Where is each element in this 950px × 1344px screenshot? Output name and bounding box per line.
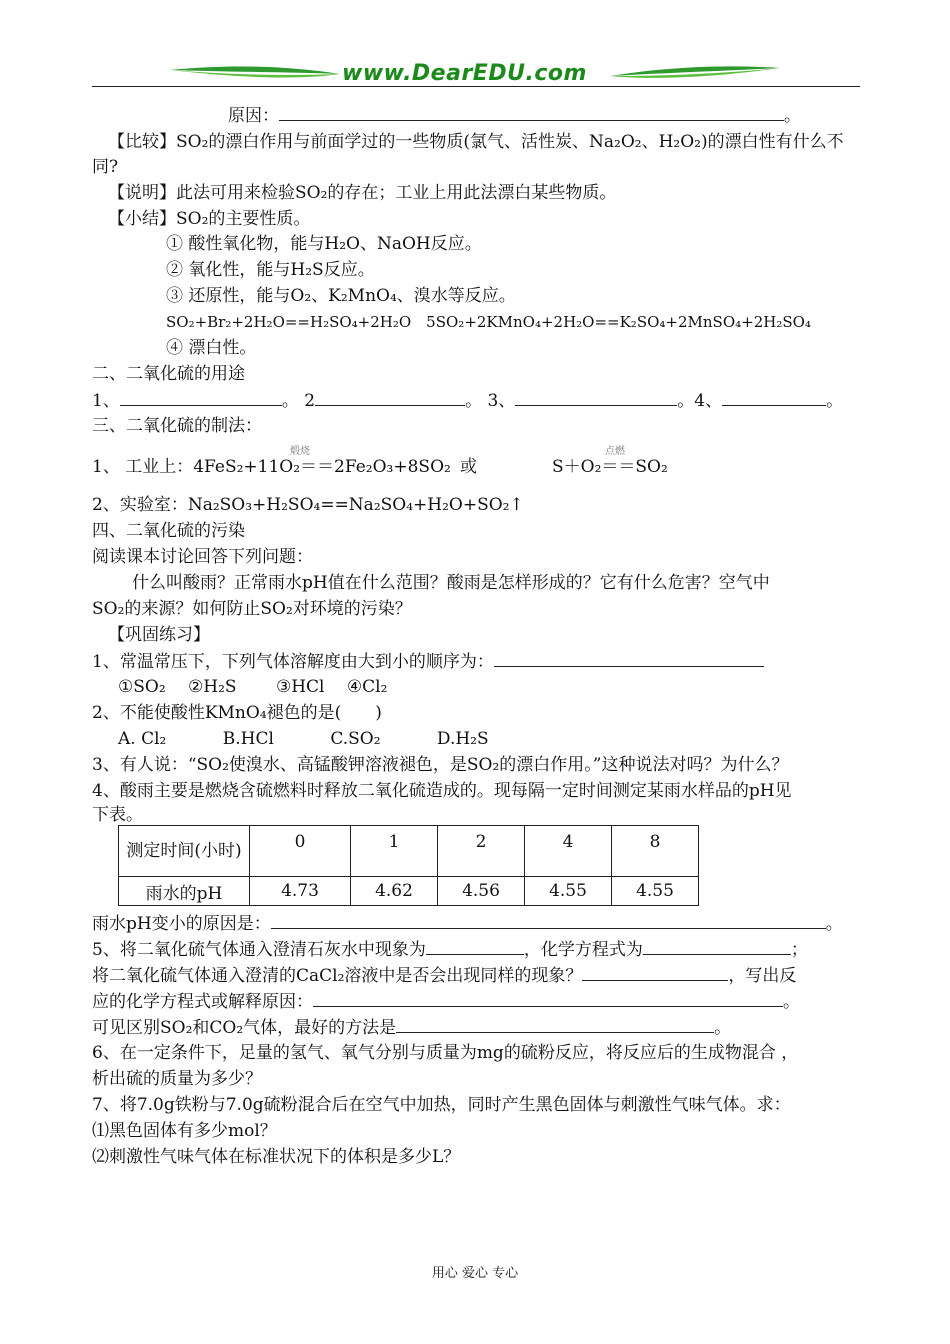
lab-equation: 2、实验室：Na₂SO₃+H₂SO₄==Na₂SO₄+H₂O+SO₂↑ xyxy=(92,495,524,515)
table-cell: 1 xyxy=(351,826,438,877)
property-4: ④ 漂白性。 xyxy=(166,338,257,358)
answer-blank xyxy=(494,650,764,667)
period: 。 xyxy=(825,914,843,934)
reason-line xyxy=(228,104,801,127)
exercise-2: 2、不能使酸性KMnO₄褪色的是( ) xyxy=(92,703,382,723)
exercise-5-a-text: 5、将二氧化硫气体通入澄清石灰水中现象为 xyxy=(92,940,426,960)
ph-reason-line xyxy=(92,912,843,935)
footer-text: 用心 爱心 专心 xyxy=(431,1266,519,1281)
table-cell: 8 xyxy=(612,826,699,877)
table-cell: 4 xyxy=(525,826,612,877)
property-2: ② 氧化性，能与H₂S反应。 xyxy=(166,260,375,280)
blank xyxy=(315,389,465,406)
period: 。 xyxy=(783,992,800,1012)
table-cell: 4.55 xyxy=(525,877,612,906)
answer-blank xyxy=(582,964,728,981)
industrial-equation: 1、 工业上：4FeS₂+11O₂＝＝2Fe₂O₃+8SO₂ xyxy=(92,457,451,477)
section-pollution: 四、二氧化硫的污染 xyxy=(92,521,245,541)
explain-line: 【说明】此法可用来检验SO₂的存在；工业上用此法漂白某些物质。 xyxy=(108,183,617,203)
exercise-5-a xyxy=(92,938,808,961)
answer-blank xyxy=(271,912,826,929)
table-cell: 4.55 xyxy=(612,877,699,906)
exercise-3: 3、有人说：“SO₂使溴水、高锰酸钾溶液褪色，是SO₂的漂白作用。”这种说法对吗？为什么？ xyxy=(92,755,789,775)
blank xyxy=(279,104,784,121)
table-row xyxy=(119,877,699,906)
question-line-a: 什么叫酸雨？正常雨水pH值在什么范围？酸雨是怎样形成的？它有什么危害？空气中 xyxy=(132,573,770,593)
table-row xyxy=(119,826,699,877)
blank xyxy=(722,389,826,406)
exercise-5-d xyxy=(92,1016,731,1039)
read-instruction: 阅读课本讨论回答下列问题： xyxy=(92,547,313,567)
table-cell: 4.62 xyxy=(351,877,438,906)
condition-ignite: 点燃 xyxy=(605,446,625,457)
answer-blank xyxy=(426,938,524,955)
header-rule xyxy=(92,86,860,87)
exercise-5-b xyxy=(92,964,796,987)
exercise-1-options: ①SO₂ ②H₂S ③HCl ④Cl₂ xyxy=(118,677,388,697)
ph-table xyxy=(118,825,699,906)
table-cell: 2 xyxy=(438,826,525,877)
semicolon: ； xyxy=(790,940,808,960)
blank xyxy=(120,389,282,406)
period: 。 xyxy=(714,1018,732,1038)
exercise-5-a-text-2: ，化学方程式为 xyxy=(523,940,643,960)
use-1-label: 1、 xyxy=(92,391,120,411)
period: 。 xyxy=(784,106,801,126)
table-cell: 测定时间(小时) xyxy=(119,826,250,877)
equation-line: SO₂+Br₂+2H₂O==H₂SO₄+2H₂O 5SO₂+2KMnO₄+2H₂O==K₂SO₄+2MnSO₄+2H₂SO₄ xyxy=(166,313,811,331)
property-3: ③ 还原性，能与O₂、K₂MnO₄、溴水等反应。 xyxy=(166,286,516,306)
exercise-5-c xyxy=(92,990,800,1013)
section-preparation: 三、二氧化硫的制法： xyxy=(92,416,262,436)
table-cell: 雨水的pH xyxy=(119,877,250,906)
use-3-label: 。 3、 xyxy=(465,391,516,411)
answer-blank xyxy=(396,1016,714,1033)
table-cell: 4.73 xyxy=(250,877,351,906)
exercise-5-b-text-2: ，写出反 xyxy=(728,966,797,986)
uses-line xyxy=(92,389,843,412)
ph-reason-label: 雨水pH变小的原因是： xyxy=(92,914,271,934)
table-cell: 0 xyxy=(250,826,351,877)
reason-label: 原因： xyxy=(228,106,279,126)
exercise-6-a: 6、在一定条件下，足量的氢气、氧气分别与质量为mg的硫粉反应，将反应后的生成物混合 ， xyxy=(92,1043,799,1063)
exercise-4-b: 下表。 xyxy=(92,805,143,825)
exercise-4: 4、酸雨主要是燃烧含硫燃料时释放二氧化硫造成的。现每隔一定时间测定某雨水样品的pH见 xyxy=(92,781,792,801)
compare-line: 【比较】SO₂的漂白作用与前面学过的一些物质(氯气、活性炭、Na₂O₂、H₂O₂)的漂白性有什么不 xyxy=(108,132,844,152)
exercise-7-b: ⑵刺激性气味气体在标准状况下的体积是多少L？ xyxy=(92,1147,461,1167)
or-text: 或 xyxy=(460,457,477,477)
header-logo-text: www.DearEDU.com xyxy=(342,61,587,86)
practice-heading: 【巩固练习】 xyxy=(108,625,210,645)
exercise-5-c-text: 应的化学方程式或解释原因： xyxy=(92,992,313,1012)
exercise-2-options: A. Cl₂ B.HCl C.SO₂ D.H₂S xyxy=(118,729,489,749)
summary-line: 【小结】SO₂的主要性质。 xyxy=(108,209,311,229)
property-1: ① 酸性氧化物，能与H₂O、NaOH反应。 xyxy=(166,234,482,254)
period: 。 xyxy=(826,391,844,411)
use-4-label: 。4、 xyxy=(677,391,723,411)
exercise-7-a: ⑴黑色固体有多少mol？ xyxy=(92,1121,277,1141)
condition-calcine: 煅烧 xyxy=(290,446,310,457)
exercise-5-b-text: 将二氧化硫气体通入澄清的CaCl₂溶液中是否会出现同样的现象？ xyxy=(92,966,583,986)
exercise-6-b: 析出硫的质量为多少？ xyxy=(92,1069,262,1089)
answer-blank xyxy=(643,938,791,955)
exercise-1-text: 1、常温常压下，下列气体溶解度由大到小的顺序为： xyxy=(92,652,494,672)
table-cell: 4.56 xyxy=(438,877,525,906)
exercise-7: 7、将7.0g铁粉与7.0g硫粉混合后在空气中加热，同时产生黑色固体与刺激性气味气体。求： xyxy=(92,1095,791,1115)
question-line-b: SO₂的来源？如何防止SO₂对环境的污染？ xyxy=(92,599,412,619)
industrial-equation-2: S＋O₂＝＝SO₂ xyxy=(552,457,668,477)
use-2-label: 。 2 xyxy=(281,391,316,411)
exercise-1 xyxy=(92,650,764,673)
blank xyxy=(515,389,677,406)
exercise-5-d-text: 可见区别SO₂和CO₂气体，最好的方法是 xyxy=(92,1018,397,1038)
answer-blank xyxy=(313,990,783,1007)
compare-line-2: 同? xyxy=(92,157,119,177)
section-uses: 二、二氧化硫的用途 xyxy=(92,364,245,384)
